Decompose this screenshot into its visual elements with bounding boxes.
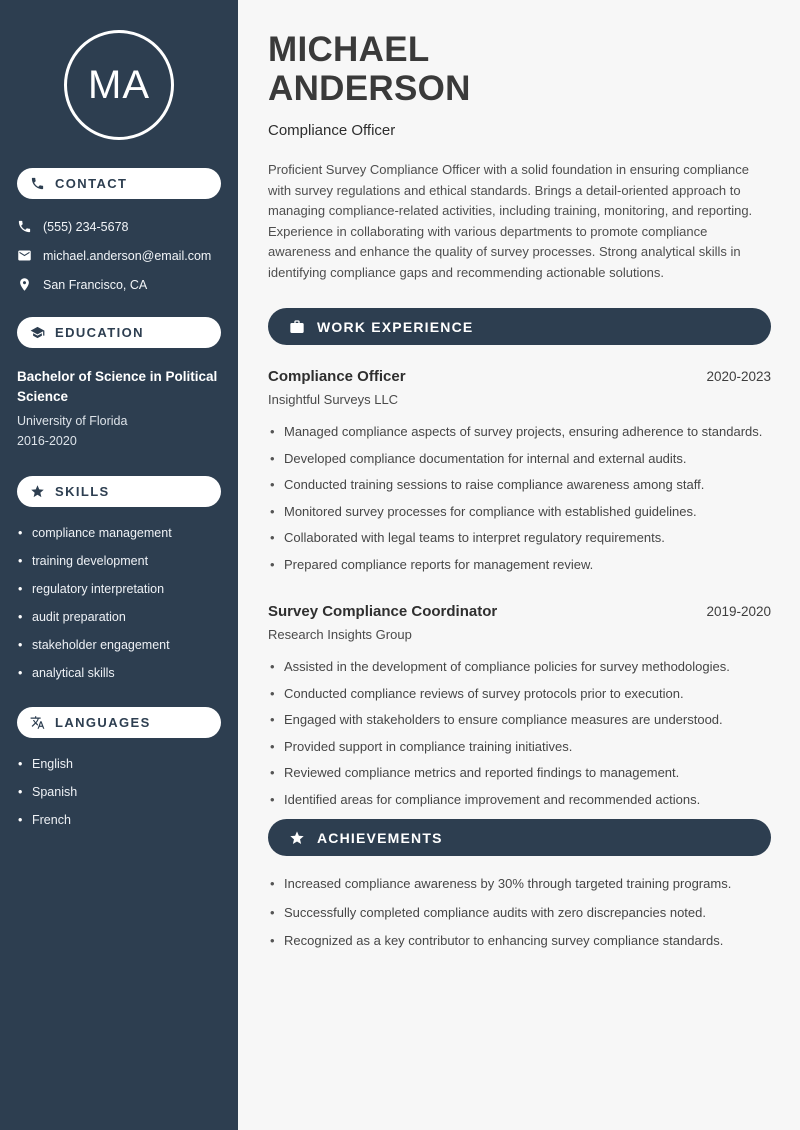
education-degree: Bachelor of Science in Political Science [17, 369, 218, 404]
phone-icon [17, 219, 32, 234]
job-dates: 2019-2020 [706, 604, 771, 619]
language-item: • English [17, 757, 221, 772]
languages-section-header [17, 707, 221, 738]
achievement-bullet: • Recognized as a key contributor to enhancing survey compliance standards. [268, 933, 771, 949]
contact-location [17, 277, 221, 292]
languages-section-title: LANGUAGES [55, 715, 151, 730]
job-entry [268, 368, 771, 572]
job-bullet: • Reviewed compliance metrics and reported findings to management. [268, 765, 771, 781]
achievement-bullet: • Successfully completed compliance audits with zero discrepancies noted. [268, 905, 771, 921]
job-header [268, 603, 771, 620]
star-icon [289, 830, 305, 846]
phone-icon [30, 176, 45, 191]
resume-main [238, 0, 800, 1130]
education-section [0, 317, 238, 450]
skill-item: • analytical skills [17, 666, 221, 681]
job-bullet-list [268, 659, 771, 807]
translate-icon [30, 715, 45, 730]
work-experience-title: WORK EXPERIENCE [317, 318, 474, 335]
star-icon [30, 484, 45, 499]
skills-list [17, 526, 221, 681]
language-item: • Spanish [17, 785, 221, 800]
contact-location-value: San Francisco, CA [43, 277, 148, 292]
avatar [64, 30, 174, 140]
job-bullet: • Developed compliance documentation for internal and external audits. [268, 451, 771, 467]
contact-list [17, 219, 221, 292]
sidebar [0, 0, 238, 1130]
job-bullet: • Prepared compliance reports for management review. [268, 557, 771, 573]
person-headline: Compliance Officer [268, 122, 396, 139]
job-bullet: • Managed compliance aspects of survey projects, ensuring adherence to standards. [268, 424, 771, 440]
education-section-header [17, 317, 221, 348]
person-first-name: MICHAEL [268, 30, 430, 69]
education-entry [17, 367, 221, 450]
contact-phone-value: (555) 234-5678 [43, 219, 129, 234]
job-company: Insightful Surveys LLC [268, 392, 399, 407]
skills-section [0, 476, 238, 681]
skill-item: • stakeholder engagement [17, 638, 221, 653]
job-bullet: • Conducted compliance reviews of survey protocols prior to execution. [268, 686, 771, 702]
skill-item: • training development [17, 554, 221, 569]
job-dates: 2020-2023 [706, 369, 771, 384]
language-item: • French [17, 813, 221, 828]
job-entry [268, 603, 771, 807]
achievements-title: ACHIEVEMENTS [317, 829, 443, 846]
contact-section [0, 168, 238, 292]
skill-item: • compliance management [17, 526, 221, 541]
profile-summary: Proficient Survey Compliance Officer with a solid foundation in ensuring compliance with survey regulations and ethical standards. Brings a detail-oriented approach to managing compliance-related activities, including training, monitoring, and reporting. Experience in collaborating with various departments to promote compliance awareness and enhance the quality of survey processes. Strong analytical skills in identifying compliance gaps and recommending actionable solutions. [268, 162, 753, 280]
job-company: Research Insights Group [268, 627, 412, 642]
person-name [268, 30, 771, 108]
contact-section-header [17, 168, 221, 199]
education-years: 2016-2020 [17, 434, 77, 448]
skills-section-title: SKILLS [55, 484, 110, 499]
achievements-list [268, 876, 771, 949]
achievement-bullet: • Increased compliance awareness by 30% through targeted training programs. [268, 876, 771, 892]
person-last-name: ANDERSON [268, 69, 471, 108]
location-pin-icon [17, 277, 32, 292]
education-section-title: EDUCATION [55, 325, 144, 340]
avatar-initials: MA [88, 62, 150, 107]
languages-list [17, 757, 221, 828]
job-bullet: • Conducted training sessions to raise compliance awareness among staff. [268, 477, 771, 493]
job-bullet: • Engaged with stakeholders to ensure compliance measures are understood. [268, 712, 771, 728]
contact-email [17, 248, 221, 263]
education-school: University of Florida [17, 414, 128, 428]
contact-email-value: michael.anderson@email.com [43, 248, 212, 263]
job-bullet: • Collaborated with legal teams to interpret regulatory requirements. [268, 530, 771, 546]
skill-item: • regulatory interpretation [17, 582, 221, 597]
graduation-cap-icon [30, 325, 45, 340]
job-bullet-list [268, 424, 771, 572]
skills-section-header [17, 476, 221, 507]
briefcase-icon [289, 319, 305, 335]
job-bullet: • Identified areas for compliance improvement and recommended actions. [268, 792, 771, 808]
work-experience-header [268, 308, 771, 345]
job-header [268, 368, 771, 385]
email-icon [17, 248, 32, 263]
job-title: Compliance Officer [268, 368, 406, 385]
job-title: Survey Compliance Coordinator [268, 603, 498, 620]
job-bullet: • Assisted in the development of compliance policies for survey methodologies. [268, 659, 771, 675]
achievements-header [268, 819, 771, 856]
contact-section-title: CONTACT [55, 176, 128, 191]
languages-section [0, 707, 238, 828]
job-bullet: • Provided support in compliance training initiatives. [268, 739, 771, 755]
job-bullet: • Monitored survey processes for compliance with established guidelines. [268, 504, 771, 520]
skill-item: • audit preparation [17, 610, 221, 625]
contact-phone [17, 219, 221, 234]
